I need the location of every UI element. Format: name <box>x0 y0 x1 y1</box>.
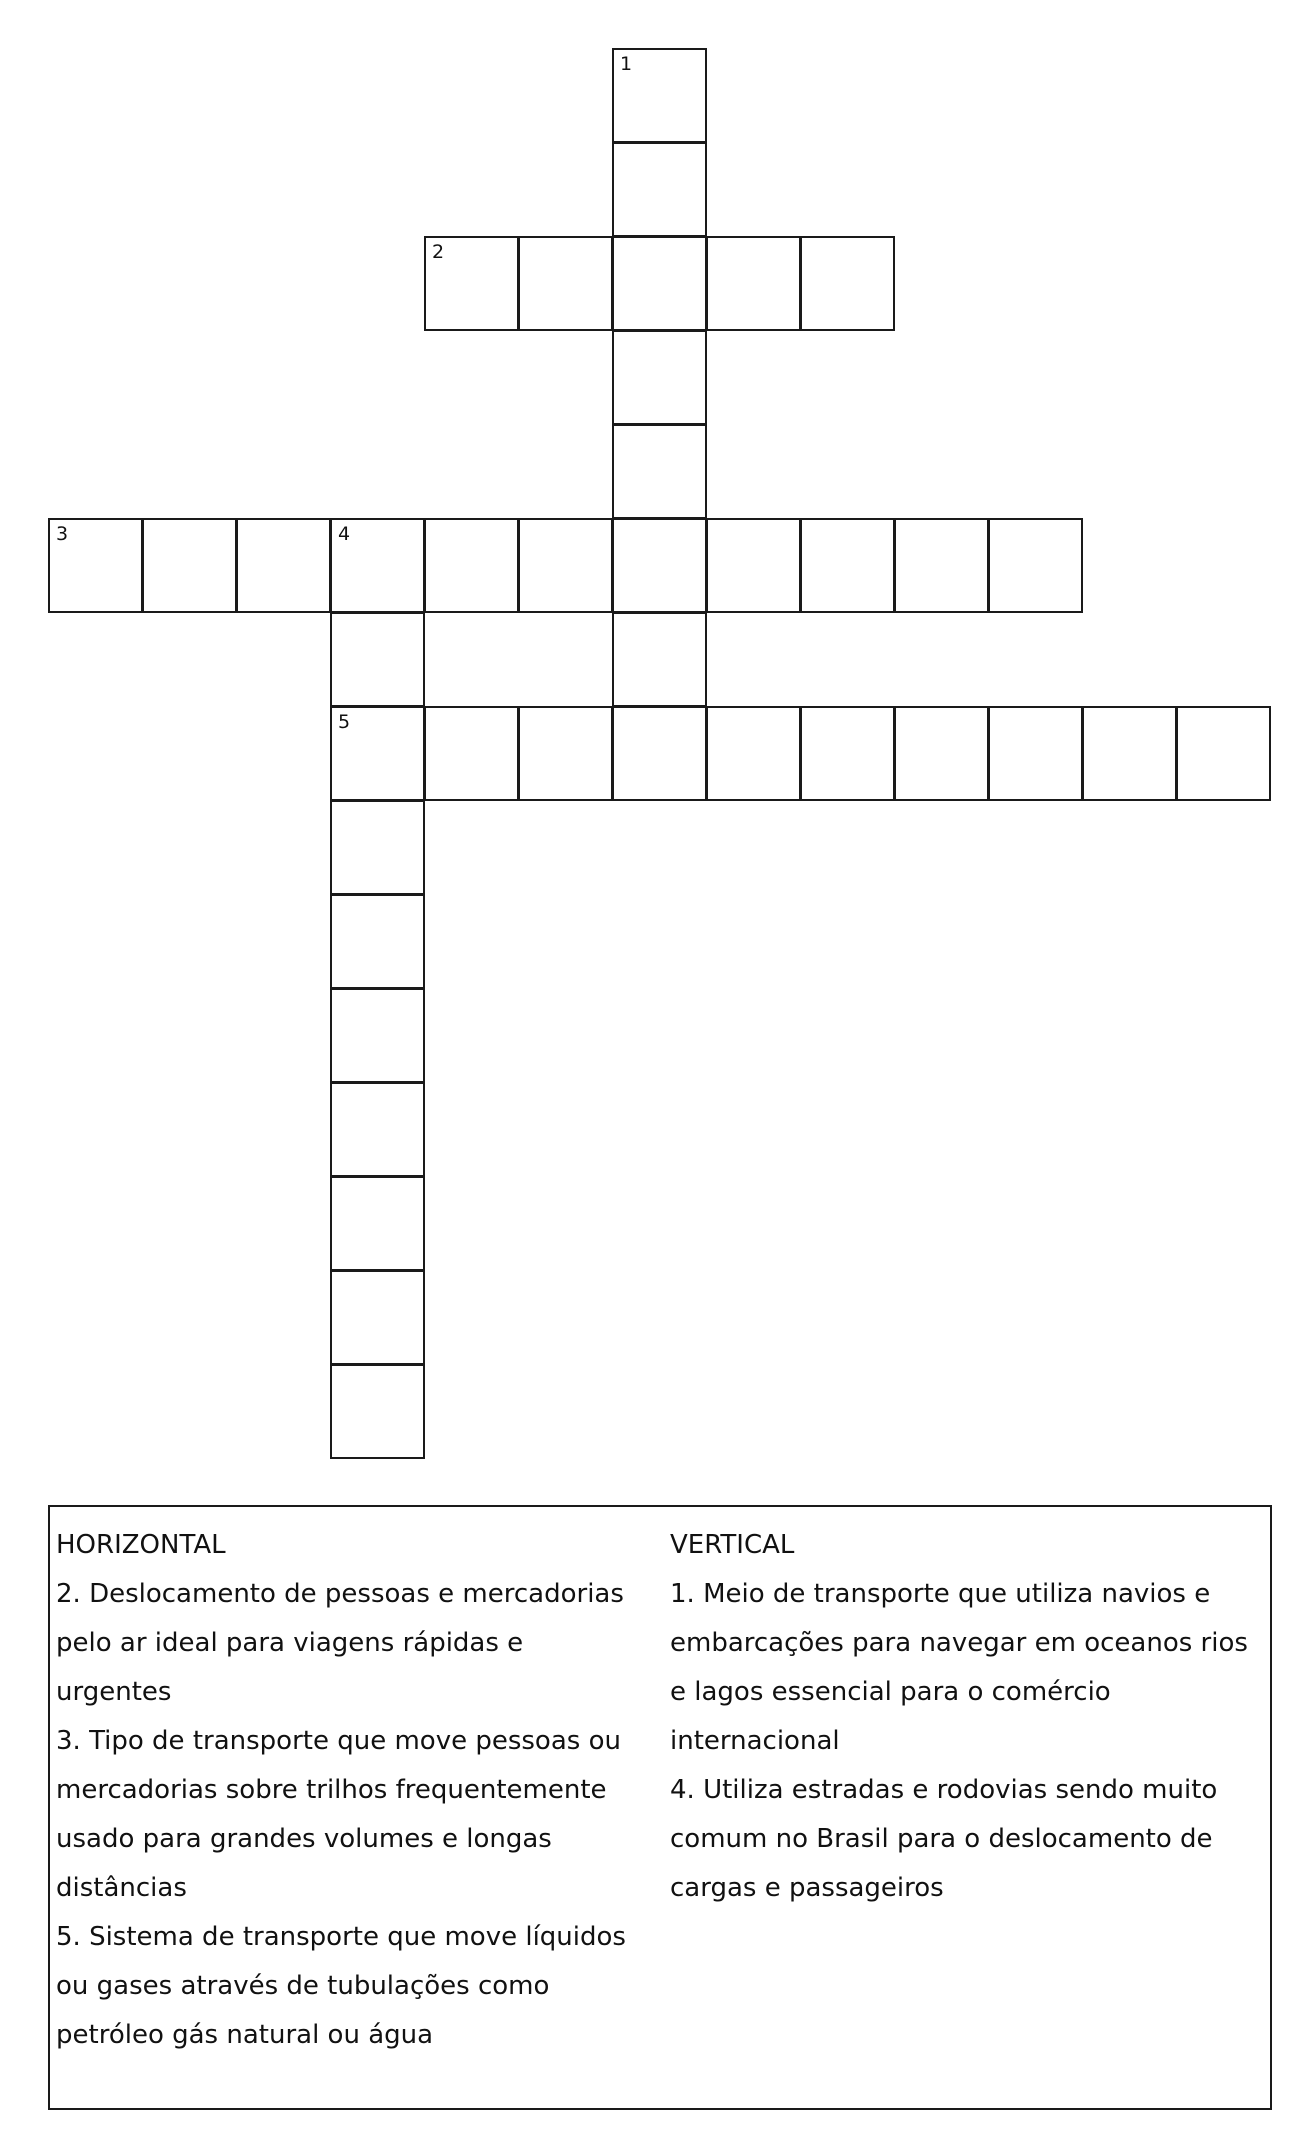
clue-line: usado para grandes volumes e longas <box>56 1824 552 1854</box>
clue-line: 5. Sistema de transporte que move líquidos <box>56 1922 626 1952</box>
clue-number: 1 <box>620 53 633 75</box>
crossword-cell[interactable] <box>612 612 707 707</box>
crossword-cell[interactable] <box>236 518 331 613</box>
crossword-cell[interactable] <box>706 518 801 613</box>
crossword-cell[interactable] <box>706 706 801 801</box>
crossword-cell[interactable] <box>612 48 707 143</box>
crossword-cell[interactable] <box>894 518 989 613</box>
crossword-cell[interactable] <box>706 236 801 331</box>
crossword-cell[interactable] <box>894 706 989 801</box>
crossword-cell[interactable] <box>518 236 613 331</box>
crossword-cell[interactable] <box>330 800 425 895</box>
clue-line: cargas e passageiros <box>670 1873 944 1903</box>
crossword-cell[interactable] <box>330 1270 425 1365</box>
crossword-cell[interactable] <box>988 518 1083 613</box>
crossword-cell[interactable] <box>330 894 425 989</box>
crossword-cell[interactable] <box>330 1176 425 1271</box>
clue-line: 3. Tipo de transporte que move pessoas ou <box>56 1726 621 1756</box>
crossword-cell[interactable] <box>1176 706 1271 801</box>
crossword-cell[interactable] <box>330 1364 425 1459</box>
crossword-cell[interactable] <box>612 142 707 237</box>
crossword-cell[interactable] <box>330 612 425 707</box>
crossword-cell[interactable] <box>330 706 425 801</box>
clue-line: internacional <box>670 1726 840 1756</box>
clue-line: pelo ar ideal para viagens rápidas e <box>56 1628 524 1658</box>
crossword-cell[interactable] <box>330 1082 425 1177</box>
clue-line: 1. Meio de transporte que utiliza navios e <box>670 1579 1211 1609</box>
crossword-cell[interactable] <box>800 518 895 613</box>
crossword-cell[interactable] <box>988 706 1083 801</box>
crossword-cell[interactable] <box>612 236 707 331</box>
crossword-cell[interactable] <box>518 706 613 801</box>
clue-line: distâncias <box>56 1873 187 1903</box>
clue-line: embarcações para navegar em oceanos rios <box>670 1628 1248 1658</box>
clue-number: 3 <box>56 523 69 545</box>
clue-number: 5 <box>338 711 351 733</box>
crossword-cell[interactable] <box>424 518 519 613</box>
clue-number: 2 <box>432 241 445 263</box>
crossword-cell[interactable] <box>1082 706 1177 801</box>
crossword-cell[interactable] <box>142 518 237 613</box>
clue-number: 4 <box>338 523 351 545</box>
crossword-cell[interactable] <box>612 424 707 519</box>
horizontal-clues <box>56 1521 666 2060</box>
crossword-cell[interactable] <box>48 518 143 613</box>
crossword-cell[interactable] <box>330 988 425 1083</box>
crossword-cell[interactable] <box>424 706 519 801</box>
crossword-cell[interactable] <box>612 330 707 425</box>
clue-line: ou gases através de tubulações como <box>56 1971 550 2001</box>
crossword-cell[interactable] <box>612 706 707 801</box>
crossword-cell[interactable] <box>612 518 707 613</box>
clue-line: 2. Deslocamento de pessoas e mercadorias <box>56 1579 624 1609</box>
clue-line: urgentes <box>56 1677 172 1707</box>
clue-box <box>48 1505 1272 2110</box>
vertical-heading: VERTICAL <box>670 1530 795 1560</box>
crossword-cell[interactable] <box>800 706 895 801</box>
clue-line: petróleo gás natural ou água <box>56 2020 434 2050</box>
crossword-cell[interactable] <box>518 518 613 613</box>
horizontal-heading: HORIZONTAL <box>56 1530 226 1560</box>
crossword-cell[interactable] <box>330 518 425 613</box>
clue-line: mercadorias sobre trilhos frequentemente <box>56 1775 607 1805</box>
crossword-cell[interactable] <box>800 236 895 331</box>
clue-line: 4. Utiliza estradas e rodovias sendo muito <box>670 1775 1218 1805</box>
clue-line: e lagos essencial para o comércio <box>670 1677 1111 1707</box>
crossword-cell[interactable] <box>424 236 519 331</box>
clue-line: comum no Brasil para o deslocamento de <box>670 1824 1213 1854</box>
vertical-clues <box>670 1521 1266 1913</box>
